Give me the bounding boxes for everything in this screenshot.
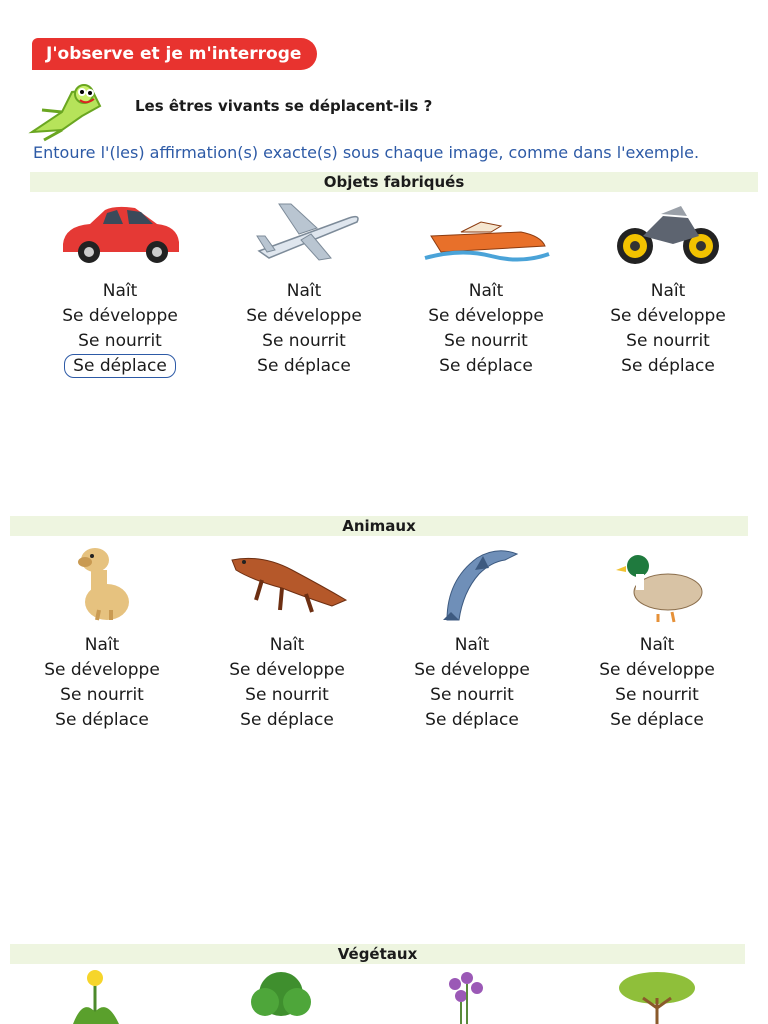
statement-nait[interactable]: Naît xyxy=(269,635,305,655)
instruction-text: Entoure l'(les) affirmation(s) exacte(s) sous chaque image, comme dans l'exemple. xyxy=(33,143,700,162)
statement-se-deplace[interactable]: Se déplace xyxy=(610,710,704,730)
motorcycle-icon xyxy=(603,196,733,271)
dolphin-icon xyxy=(407,540,537,625)
statement-se-developpe[interactable]: Se développe xyxy=(229,660,345,680)
statement-nait[interactable]: Naît xyxy=(286,281,322,301)
section-title-animals: Animaux xyxy=(10,516,748,536)
animal-dog xyxy=(22,540,182,733)
plant-lavender xyxy=(386,968,546,1024)
statement-se-deplace[interactable]: Se déplace xyxy=(240,710,334,730)
airplane-icon xyxy=(239,196,369,271)
dandelion-icon xyxy=(33,968,163,1024)
animal-crocodile xyxy=(207,540,367,733)
statement-se-nourrit[interactable]: Se nourrit xyxy=(615,685,699,705)
acacia-tree-icon xyxy=(591,968,721,1024)
statement-se-nourrit[interactable]: Se nourrit xyxy=(78,331,162,351)
animal-duck xyxy=(577,540,737,733)
statement-se-developpe[interactable]: Se développe xyxy=(428,306,544,326)
statement-nait[interactable]: Naît xyxy=(468,281,504,301)
statement-se-developpe[interactable]: Se développe xyxy=(414,660,530,680)
speedboat-icon xyxy=(421,196,551,271)
statement-se-developpe[interactable]: Se développe xyxy=(599,660,715,680)
duck-icon xyxy=(592,540,722,625)
object-airplane xyxy=(224,196,384,379)
question-text: Les êtres vivants se déplacent-ils ? xyxy=(135,97,433,115)
plant-tree xyxy=(202,968,362,1024)
lavender-icon xyxy=(401,968,531,1024)
statement-se-nourrit[interactable]: Se nourrit xyxy=(430,685,514,705)
statement-nait[interactable]: Naît xyxy=(454,635,490,655)
statement-se-developpe[interactable]: Se développe xyxy=(246,306,362,326)
dog-icon xyxy=(37,540,167,625)
object-speedboat xyxy=(406,196,566,379)
object-motorcycle xyxy=(588,196,748,379)
statement-se-nourrit[interactable]: Se nourrit xyxy=(262,331,346,351)
statement-se-deplace[interactable]: Se déplace xyxy=(55,710,149,730)
statement-se-nourrit[interactable]: Se nourrit xyxy=(60,685,144,705)
car-icon xyxy=(55,196,185,271)
statement-se-nourrit[interactable]: Se nourrit xyxy=(245,685,329,705)
statement-nait[interactable]: Naît xyxy=(102,281,138,301)
statement-se-developpe[interactable]: Se développe xyxy=(44,660,160,680)
animal-dolphin xyxy=(392,540,552,733)
plant-dandelion xyxy=(18,968,178,1024)
statement-se-developpe[interactable]: Se développe xyxy=(62,306,178,326)
plant-acacia xyxy=(576,968,736,1024)
statement-se-nourrit[interactable]: Se nourrit xyxy=(444,331,528,351)
statement-nait[interactable]: Naît xyxy=(84,635,120,655)
statement-se-deplace[interactable]: Se déplace xyxy=(621,356,715,376)
statement-nait[interactable]: Naît xyxy=(639,635,675,655)
statement-se-deplace-circled[interactable]: Se déplace xyxy=(64,354,176,378)
section-title-objects: Objets fabriqués xyxy=(30,172,758,192)
frog-mascot-icon xyxy=(22,72,132,142)
statement-se-deplace[interactable]: Se déplace xyxy=(425,710,519,730)
object-car xyxy=(40,196,200,379)
statement-nait[interactable]: Naît xyxy=(650,281,686,301)
statement-se-deplace[interactable]: Se déplace xyxy=(257,356,351,376)
statement-se-nourrit[interactable]: Se nourrit xyxy=(626,331,710,351)
section-title-plants: Végétaux xyxy=(10,944,745,964)
tree-icon xyxy=(217,968,347,1024)
crocodile-icon xyxy=(222,540,352,625)
section-banner: J'observe et je m'interroge xyxy=(32,38,317,70)
statement-se-developpe[interactable]: Se développe xyxy=(610,306,726,326)
statement-se-deplace[interactable]: Se déplace xyxy=(439,356,533,376)
